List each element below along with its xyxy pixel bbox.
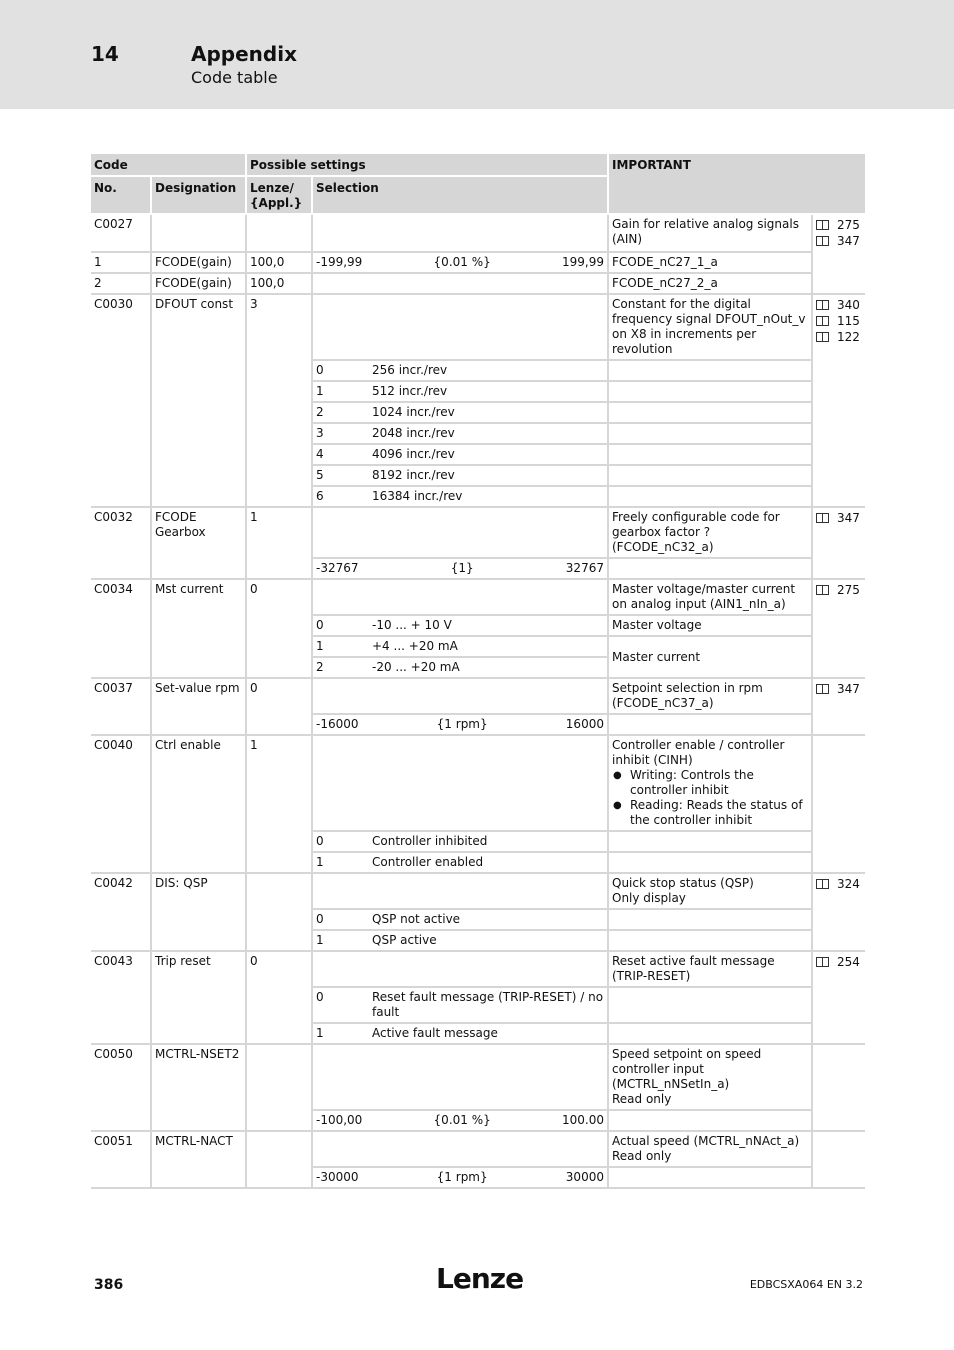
page-refs <box>812 678 865 735</box>
table-row: C0040 Ctrl enable 1 Controller enable / controller inhibit (CINH) ● Writing: Controls the controller inhibit ● Reading: Reads the status of the controller inhibit <box>91 735 865 831</box>
lenze-logo: Lenze <box>436 1262 524 1295</box>
book-icon <box>816 332 829 342</box>
header-selection: Selection <box>312 176 608 214</box>
range: -32767 {1} 32767 <box>312 558 608 579</box>
book-icon <box>816 585 829 595</box>
option-row: 5 8192 incr./rev <box>91 465 865 486</box>
bullet-item: ● Reading: Reads the status of the controller inhibit <box>630 798 808 828</box>
chapter-title: Appendix <box>191 42 297 66</box>
option-row: 3 2048 incr./rev <box>91 423 865 444</box>
page-refs <box>812 507 865 579</box>
option-row: 2 1024 incr./rev <box>91 402 865 423</box>
header-possible-settings: Possible settings <box>246 154 608 176</box>
range: -100,00 {0.01 %} 100.00 <box>312 1110 608 1131</box>
page-ref[interactable]: 347 <box>837 511 860 525</box>
option-row: 0 Controller inhibited <box>91 831 865 852</box>
page-ref[interactable]: 122 <box>837 330 860 344</box>
book-icon <box>816 300 829 310</box>
page-refs <box>812 951 865 1044</box>
option-row: 1 Controller enabled <box>91 852 865 873</box>
page-refs <box>812 214 865 294</box>
page-refs <box>812 873 865 951</box>
page-ref[interactable]: 347 <box>837 682 860 696</box>
option-row: 0 Reset fault message (TRIP-RESET) / no fault <box>91 987 865 1023</box>
table-row: C0043 Trip reset 0 Reset active fault message (TRIP-RESET) 254 <box>91 951 865 987</box>
code-table-container <box>91 154 865 1189</box>
table-row: 1 FCODE(gain) 100,0 -199,99 {0.01 %} 199,99 FCODE_nC27_1_a <box>91 252 865 273</box>
option-row: 0 -10 ... + 10 V Master voltage <box>91 615 865 636</box>
important-text: Gain for relative analog signals (AIN) <box>608 214 812 252</box>
table-row: 2 FCODE(gain) 100,0 FCODE_nC27_2_a <box>91 273 865 294</box>
page-ref[interactable]: 347 <box>837 234 860 248</box>
book-icon <box>816 513 829 523</box>
table-row <box>91 214 865 252</box>
page-ref[interactable]: 324 <box>837 877 860 891</box>
book-icon <box>816 236 829 246</box>
table-row: C0050 MCTRL-NSET2 Speed setpoint on speed controller input (MCTRL_nNSetIn_a) Read only <box>91 1044 865 1110</box>
book-icon <box>816 957 829 967</box>
code-table <box>91 154 865 1189</box>
range: -16000 {1 rpm} 16000 <box>312 714 608 735</box>
bullet-item: ● Writing: Controls the controller inhibit <box>630 768 808 798</box>
option-row: 1 +4 ... +20 mA Master current <box>91 636 865 657</box>
option-row: 0 QSP not active <box>91 909 865 930</box>
header-important: IMPORTANT <box>608 154 865 214</box>
option-row: 1 QSP active <box>91 930 865 951</box>
page-ref[interactable]: 254 <box>837 955 860 969</box>
option-row: 1 Active fault message <box>91 1023 865 1044</box>
option-row: 0 256 incr./rev <box>91 360 865 381</box>
option-row: 6 16384 incr./rev <box>91 486 865 507</box>
book-icon <box>816 684 829 694</box>
section-title: Code table <box>191 68 278 87</box>
table-row: C0037 Set-value rpm 0 Setpoint selection in rpm (FCODE_nC37_a) 347 <box>91 678 865 714</box>
page-ref[interactable]: 115 <box>837 314 860 328</box>
table-header-row <box>91 154 865 176</box>
table-row: C0042 DIS: QSP Quick stop status (QSP) Only display 324 <box>91 873 865 909</box>
table-row: C0051 MCTRL-NACT Actual speed (MCTRL_nNAct_a) Read only <box>91 1131 865 1167</box>
chapter-number: 14 <box>91 42 119 66</box>
page-refs <box>812 294 865 507</box>
page-ref[interactable]: 275 <box>837 583 860 597</box>
code-number: C0027 <box>91 214 151 252</box>
book-icon <box>816 220 829 230</box>
option-row: 4 4096 incr./rev <box>91 444 865 465</box>
header-band <box>0 0 954 109</box>
range: -199,99 {0.01 %} 199,99 <box>312 252 608 273</box>
book-icon <box>816 316 829 326</box>
range: -30000 {1 rpm} 30000 <box>312 1167 608 1188</box>
page-ref[interactable]: 340 <box>837 298 860 312</box>
page-refs <box>812 579 865 678</box>
page-number: 386 <box>94 1277 124 1293</box>
header-lenze: Lenze/ {Appl.} <box>246 176 312 214</box>
page-ref[interactable]: 275 <box>837 218 860 232</box>
table-row: C0032 FCODE Gearbox 1 Freely configurable code for gearbox factor ? (FCODE_nC32_a) 347 <box>91 507 865 558</box>
table-row: C0034 Mst current 0 Master voltage/master current on analog input (AIN1_nIn_a) 275 <box>91 579 865 615</box>
document-id: EDBCSXA064 EN 3.2 <box>749 1278 863 1291</box>
header-designation: Designation <box>151 176 246 214</box>
option-row: 1 512 incr./rev <box>91 381 865 402</box>
table-row: C0030 DFOUT const 3 Constant for the digital frequency signal DFOUT_nOut_v on X8 in increments per revolution 340 115 122 <box>91 294 865 360</box>
option-row: 2 -20 ... +20 mA <box>91 657 865 678</box>
book-icon <box>816 879 829 889</box>
header-no: No. <box>91 176 151 214</box>
header-code: Code <box>91 154 246 176</box>
